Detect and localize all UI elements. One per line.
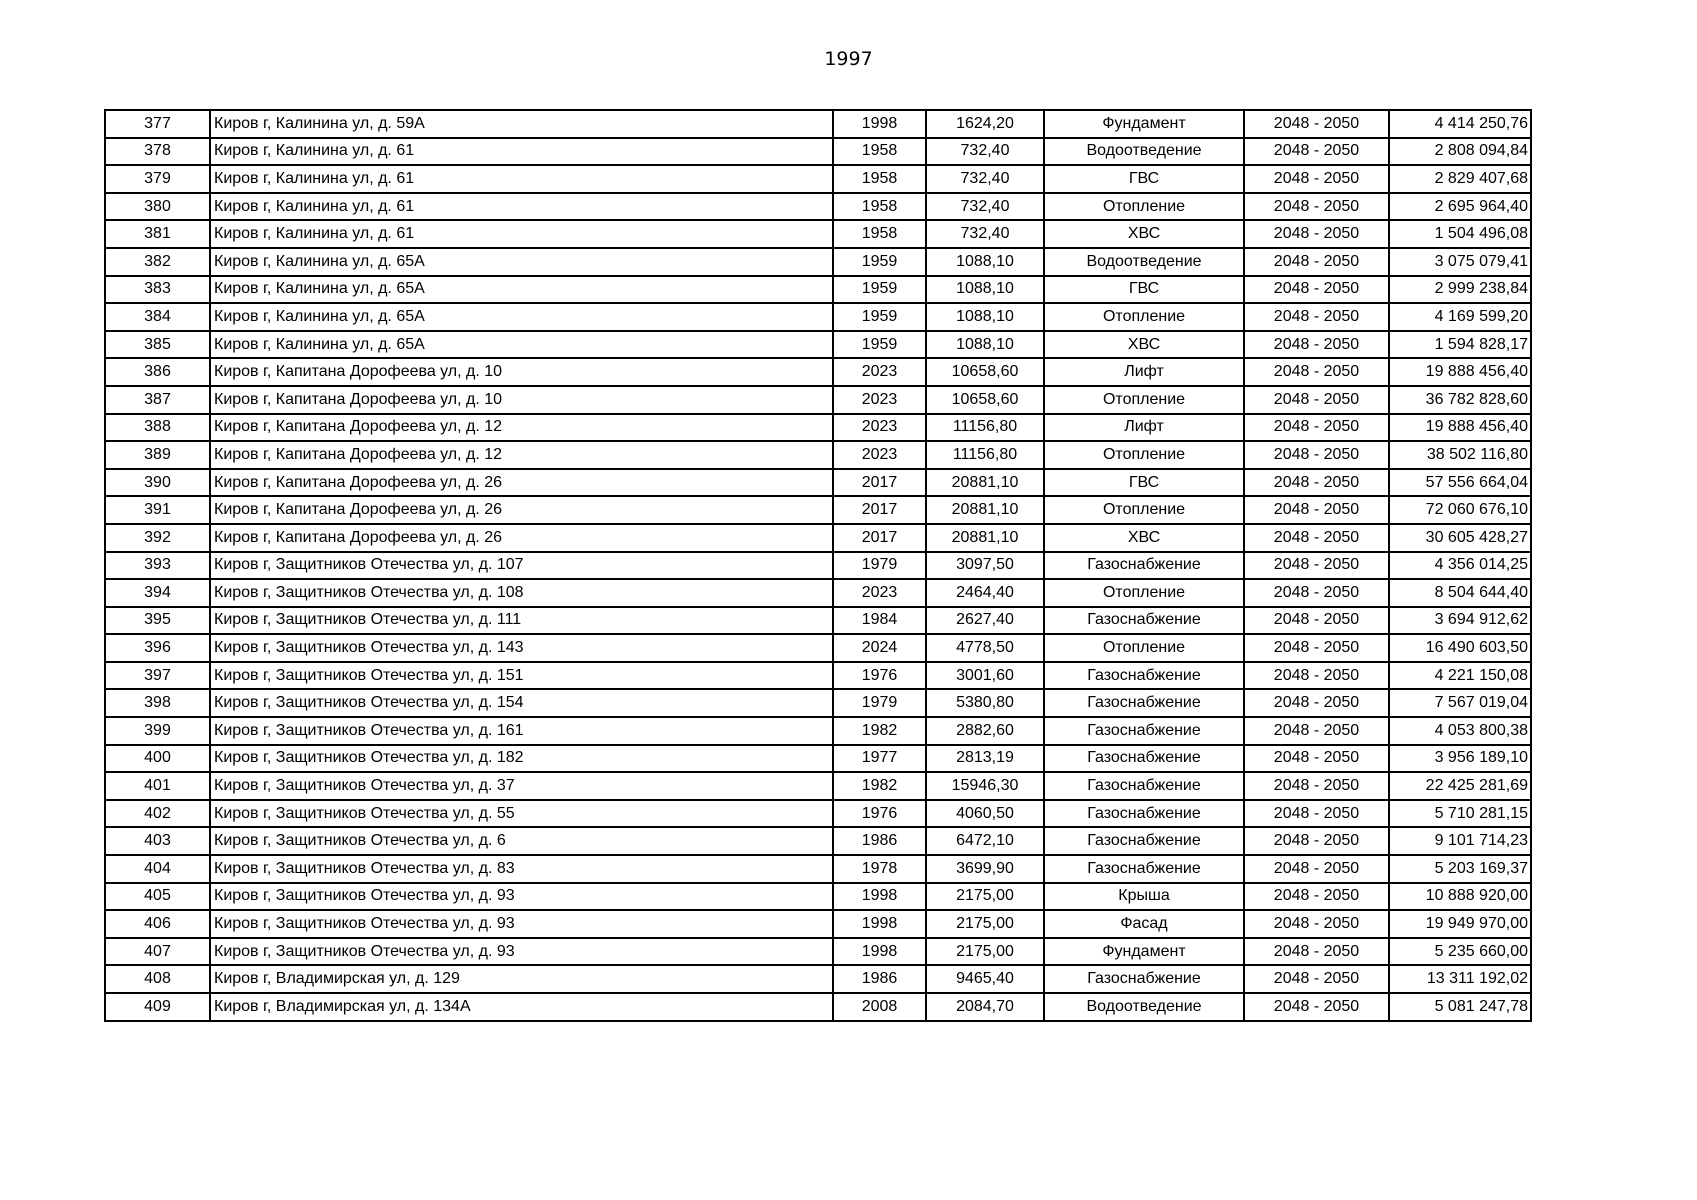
cost-cell: 5 710 281,15 bbox=[1389, 800, 1531, 828]
row-number-cell: 377 bbox=[105, 110, 210, 138]
table-row bbox=[105, 993, 1531, 1021]
period-cell: 2048 - 2050 bbox=[1244, 965, 1389, 993]
row-number-cell: 392 bbox=[105, 524, 210, 552]
cost-cell: 16 490 603,50 bbox=[1389, 634, 1531, 662]
address-cell: Киров г, Защитников Отечества ул, д. 182 bbox=[210, 745, 833, 773]
work-type-cell: Газоснабжение bbox=[1044, 717, 1244, 745]
table-row bbox=[105, 662, 1531, 690]
address-cell: Киров г, Защитников Отечества ул, д. 151 bbox=[210, 662, 833, 690]
year-cell: 1998 bbox=[833, 883, 926, 911]
year-cell: 1959 bbox=[833, 303, 926, 331]
row-number-cell: 380 bbox=[105, 193, 210, 221]
period-cell: 2048 - 2050 bbox=[1244, 772, 1389, 800]
work-type-cell: Отопление bbox=[1044, 496, 1244, 524]
work-type-cell: Газоснабжение bbox=[1044, 552, 1244, 580]
cost-cell: 3 075 079,41 bbox=[1389, 248, 1531, 276]
area-cell: 1088,10 bbox=[926, 248, 1044, 276]
period-cell: 2048 - 2050 bbox=[1244, 910, 1389, 938]
address-cell: Киров г, Защитников Отечества ул, д. 93 bbox=[210, 938, 833, 966]
period-cell: 2048 - 2050 bbox=[1244, 662, 1389, 690]
period-cell: 2048 - 2050 bbox=[1244, 220, 1389, 248]
address-cell: Киров г, Капитана Дорофеева ул, д. 12 bbox=[210, 414, 833, 442]
period-cell: 2048 - 2050 bbox=[1244, 248, 1389, 276]
area-cell: 732,40 bbox=[926, 138, 1044, 166]
work-type-cell: Крыша bbox=[1044, 883, 1244, 911]
area-cell: 4778,50 bbox=[926, 634, 1044, 662]
row-number-cell: 407 bbox=[105, 938, 210, 966]
period-cell: 2048 - 2050 bbox=[1244, 938, 1389, 966]
period-cell: 2048 - 2050 bbox=[1244, 524, 1389, 552]
table-row bbox=[105, 193, 1531, 221]
cost-cell: 36 782 828,60 bbox=[1389, 386, 1531, 414]
year-cell: 2023 bbox=[833, 386, 926, 414]
row-number-cell: 395 bbox=[105, 607, 210, 635]
period-cell: 2048 - 2050 bbox=[1244, 165, 1389, 193]
year-cell: 1998 bbox=[833, 110, 926, 138]
cost-cell: 1 594 828,17 bbox=[1389, 331, 1531, 359]
table-row bbox=[105, 138, 1531, 166]
address-cell: Киров г, Калинина ул, д. 61 bbox=[210, 193, 833, 221]
cost-cell: 10 888 920,00 bbox=[1389, 883, 1531, 911]
table-row bbox=[105, 607, 1531, 635]
address-cell: Киров г, Защитников Отечества ул, д. 108 bbox=[210, 579, 833, 607]
row-number-cell: 388 bbox=[105, 414, 210, 442]
row-number-cell: 396 bbox=[105, 634, 210, 662]
period-cell: 2048 - 2050 bbox=[1244, 386, 1389, 414]
address-cell: Киров г, Защитников Отечества ул, д. 93 bbox=[210, 910, 833, 938]
period-cell: 2048 - 2050 bbox=[1244, 634, 1389, 662]
address-cell: Киров г, Защитников Отечества ул, д. 107 bbox=[210, 552, 833, 580]
table-row bbox=[105, 496, 1531, 524]
cost-cell: 3 694 912,62 bbox=[1389, 607, 1531, 635]
period-cell: 2048 - 2050 bbox=[1244, 552, 1389, 580]
cost-cell: 4 053 800,38 bbox=[1389, 717, 1531, 745]
address-cell: Киров г, Владимирская ул, д. 134А bbox=[210, 993, 833, 1021]
cost-cell: 57 556 664,04 bbox=[1389, 469, 1531, 497]
row-number-cell: 394 bbox=[105, 579, 210, 607]
cost-cell: 7 567 019,04 bbox=[1389, 689, 1531, 717]
cost-cell: 3 956 189,10 bbox=[1389, 745, 1531, 773]
area-cell: 3699,90 bbox=[926, 855, 1044, 883]
area-cell: 732,40 bbox=[926, 165, 1044, 193]
year-cell: 1979 bbox=[833, 552, 926, 580]
period-cell: 2048 - 2050 bbox=[1244, 883, 1389, 911]
year-cell: 2017 bbox=[833, 496, 926, 524]
cost-cell: 4 356 014,25 bbox=[1389, 552, 1531, 580]
year-cell: 1984 bbox=[833, 607, 926, 635]
address-cell: Киров г, Капитана Дорофеева ул, д. 12 bbox=[210, 441, 833, 469]
row-number-cell: 383 bbox=[105, 276, 210, 304]
work-type-cell: Водоотведение bbox=[1044, 248, 1244, 276]
row-number-cell: 397 bbox=[105, 662, 210, 690]
area-cell: 20881,10 bbox=[926, 524, 1044, 552]
work-type-cell: Лифт bbox=[1044, 414, 1244, 442]
row-number-cell: 403 bbox=[105, 827, 210, 855]
year-cell: 2008 bbox=[833, 993, 926, 1021]
area-cell: 3097,50 bbox=[926, 552, 1044, 580]
year-cell: 1976 bbox=[833, 662, 926, 690]
year-cell: 2024 bbox=[833, 634, 926, 662]
period-cell: 2048 - 2050 bbox=[1244, 745, 1389, 773]
work-type-cell: Фасад bbox=[1044, 910, 1244, 938]
address-cell: Киров г, Капитана Дорофеева ул, д. 26 bbox=[210, 496, 833, 524]
table-row bbox=[105, 331, 1531, 359]
area-cell: 10658,60 bbox=[926, 358, 1044, 386]
year-cell: 1979 bbox=[833, 689, 926, 717]
area-cell: 2813,19 bbox=[926, 745, 1044, 773]
period-cell: 2048 - 2050 bbox=[1244, 607, 1389, 635]
period-cell: 2048 - 2050 bbox=[1244, 717, 1389, 745]
area-cell: 1088,10 bbox=[926, 276, 1044, 304]
table-row bbox=[105, 910, 1531, 938]
cost-cell: 2 808 094,84 bbox=[1389, 138, 1531, 166]
address-cell: Киров г, Защитников Отечества ул, д. 111 bbox=[210, 607, 833, 635]
address-cell: Киров г, Капитана Дорофеева ул, д. 10 bbox=[210, 358, 833, 386]
work-type-cell: Газоснабжение bbox=[1044, 745, 1244, 773]
row-number-cell: 399 bbox=[105, 717, 210, 745]
year-cell: 1958 bbox=[833, 220, 926, 248]
table-row bbox=[105, 303, 1531, 331]
table-row bbox=[105, 579, 1531, 607]
year-cell: 1958 bbox=[833, 165, 926, 193]
row-number-cell: 401 bbox=[105, 772, 210, 800]
cost-cell: 2 695 964,40 bbox=[1389, 193, 1531, 221]
work-type-cell: ГВС bbox=[1044, 276, 1244, 304]
work-type-cell: ГВС bbox=[1044, 469, 1244, 497]
period-cell: 2048 - 2050 bbox=[1244, 276, 1389, 304]
area-cell: 10658,60 bbox=[926, 386, 1044, 414]
row-number-cell: 391 bbox=[105, 496, 210, 524]
row-number-cell: 381 bbox=[105, 220, 210, 248]
area-cell: 2175,00 bbox=[926, 910, 1044, 938]
table-row bbox=[105, 414, 1531, 442]
year-cell: 2023 bbox=[833, 414, 926, 442]
period-cell: 2048 - 2050 bbox=[1244, 689, 1389, 717]
work-type-cell: Газоснабжение bbox=[1044, 662, 1244, 690]
work-type-cell: Газоснабжение bbox=[1044, 772, 1244, 800]
register-table bbox=[104, 109, 1532, 1022]
period-cell: 2048 - 2050 bbox=[1244, 855, 1389, 883]
address-cell: Киров г, Защитников Отечества ул, д. 55 bbox=[210, 800, 833, 828]
table-row bbox=[105, 110, 1531, 138]
period-cell: 2048 - 2050 bbox=[1244, 138, 1389, 166]
address-cell: Киров г, Калинина ул, д. 65А bbox=[210, 248, 833, 276]
work-type-cell: ХВС bbox=[1044, 331, 1244, 359]
cost-cell: 1 504 496,08 bbox=[1389, 220, 1531, 248]
row-number-cell: 390 bbox=[105, 469, 210, 497]
area-cell: 2084,70 bbox=[926, 993, 1044, 1021]
address-cell: Киров г, Калинина ул, д. 65А bbox=[210, 276, 833, 304]
year-cell: 1959 bbox=[833, 248, 926, 276]
cost-cell: 5 235 660,00 bbox=[1389, 938, 1531, 966]
period-cell: 2048 - 2050 bbox=[1244, 441, 1389, 469]
row-number-cell: 389 bbox=[105, 441, 210, 469]
cost-cell: 9 101 714,23 bbox=[1389, 827, 1531, 855]
row-number-cell: 378 bbox=[105, 138, 210, 166]
row-number-cell: 405 bbox=[105, 883, 210, 911]
area-cell: 15946,30 bbox=[926, 772, 1044, 800]
row-number-cell: 406 bbox=[105, 910, 210, 938]
address-cell: Киров г, Калинина ул, д. 61 bbox=[210, 138, 833, 166]
work-type-cell: Отопление bbox=[1044, 303, 1244, 331]
work-type-cell: Водоотведение bbox=[1044, 138, 1244, 166]
year-cell: 2023 bbox=[833, 358, 926, 386]
cost-cell: 4 169 599,20 bbox=[1389, 303, 1531, 331]
work-type-cell: Отопление bbox=[1044, 634, 1244, 662]
table-row bbox=[105, 386, 1531, 414]
cost-cell: 72 060 676,10 bbox=[1389, 496, 1531, 524]
area-cell: 1624,20 bbox=[926, 110, 1044, 138]
area-cell: 9465,40 bbox=[926, 965, 1044, 993]
area-cell: 1088,10 bbox=[926, 331, 1044, 359]
row-number-cell: 385 bbox=[105, 331, 210, 359]
year-cell: 1982 bbox=[833, 717, 926, 745]
year-cell: 1986 bbox=[833, 827, 926, 855]
table-row bbox=[105, 745, 1531, 773]
address-cell: Киров г, Защитников Отечества ул, д. 143 bbox=[210, 634, 833, 662]
table-row bbox=[105, 965, 1531, 993]
period-cell: 2048 - 2050 bbox=[1244, 993, 1389, 1021]
area-cell: 732,40 bbox=[926, 220, 1044, 248]
table-row bbox=[105, 883, 1531, 911]
year-cell: 1982 bbox=[833, 772, 926, 800]
year-cell: 1976 bbox=[833, 800, 926, 828]
area-cell: 2464,40 bbox=[926, 579, 1044, 607]
table-body bbox=[105, 110, 1531, 1021]
work-type-cell: Отопление bbox=[1044, 193, 1244, 221]
work-type-cell: Лифт bbox=[1044, 358, 1244, 386]
year-cell: 1978 bbox=[833, 855, 926, 883]
cost-cell: 30 605 428,27 bbox=[1389, 524, 1531, 552]
work-type-cell: Газоснабжение bbox=[1044, 607, 1244, 635]
address-cell: Киров г, Владимирская ул, д. 129 bbox=[210, 965, 833, 993]
cost-cell: 5 081 247,78 bbox=[1389, 993, 1531, 1021]
cost-cell: 5 203 169,37 bbox=[1389, 855, 1531, 883]
area-cell: 5380,80 bbox=[926, 689, 1044, 717]
address-cell: Киров г, Капитана Дорофеева ул, д. 26 bbox=[210, 524, 833, 552]
row-number-cell: 409 bbox=[105, 993, 210, 1021]
table-row bbox=[105, 689, 1531, 717]
period-cell: 2048 - 2050 bbox=[1244, 496, 1389, 524]
area-cell: 732,40 bbox=[926, 193, 1044, 221]
address-cell: Киров г, Калинина ул, д. 61 bbox=[210, 165, 833, 193]
area-cell: 11156,80 bbox=[926, 414, 1044, 442]
cost-cell: 19 888 456,40 bbox=[1389, 358, 1531, 386]
work-type-cell: Отопление bbox=[1044, 386, 1244, 414]
area-cell: 3001,60 bbox=[926, 662, 1044, 690]
period-cell: 2048 - 2050 bbox=[1244, 827, 1389, 855]
area-cell: 2175,00 bbox=[926, 883, 1044, 911]
address-cell: Киров г, Калинина ул, д. 59А bbox=[210, 110, 833, 138]
table-row bbox=[105, 165, 1531, 193]
table-row bbox=[105, 800, 1531, 828]
row-number-cell: 408 bbox=[105, 965, 210, 993]
year-cell: 1958 bbox=[833, 193, 926, 221]
work-type-cell: Газоснабжение bbox=[1044, 855, 1244, 883]
table-row bbox=[105, 717, 1531, 745]
year-cell: 1998 bbox=[833, 910, 926, 938]
area-cell: 2882,60 bbox=[926, 717, 1044, 745]
address-cell: Киров г, Защитников Отечества ул, д. 37 bbox=[210, 772, 833, 800]
area-cell: 4060,50 bbox=[926, 800, 1044, 828]
work-type-cell: ГВС bbox=[1044, 165, 1244, 193]
cost-cell: 13 311 192,02 bbox=[1389, 965, 1531, 993]
row-number-cell: 384 bbox=[105, 303, 210, 331]
address-cell: Киров г, Защитников Отечества ул, д. 6 bbox=[210, 827, 833, 855]
period-cell: 2048 - 2050 bbox=[1244, 469, 1389, 497]
address-cell: Киров г, Капитана Дорофеева ул, д. 10 bbox=[210, 386, 833, 414]
table-row bbox=[105, 276, 1531, 304]
area-cell: 20881,10 bbox=[926, 496, 1044, 524]
work-type-cell: Газоснабжение bbox=[1044, 827, 1244, 855]
area-cell: 6472,10 bbox=[926, 827, 1044, 855]
period-cell: 2048 - 2050 bbox=[1244, 800, 1389, 828]
cost-cell: 2 999 238,84 bbox=[1389, 276, 1531, 304]
row-number-cell: 382 bbox=[105, 248, 210, 276]
cost-cell: 19 888 456,40 bbox=[1389, 414, 1531, 442]
year-cell: 1958 bbox=[833, 138, 926, 166]
period-cell: 2048 - 2050 bbox=[1244, 414, 1389, 442]
work-type-cell: ХВС bbox=[1044, 220, 1244, 248]
area-cell: 2627,40 bbox=[926, 607, 1044, 635]
cost-cell: 22 425 281,69 bbox=[1389, 772, 1531, 800]
row-number-cell: 398 bbox=[105, 689, 210, 717]
year-cell: 1977 bbox=[833, 745, 926, 773]
period-cell: 2048 - 2050 bbox=[1244, 579, 1389, 607]
address-cell: Киров г, Калинина ул, д. 61 bbox=[210, 220, 833, 248]
address-cell: Киров г, Калинина ул, д. 65А bbox=[210, 331, 833, 359]
area-cell: 20881,10 bbox=[926, 469, 1044, 497]
work-type-cell: Отопление bbox=[1044, 441, 1244, 469]
work-type-cell: ХВС bbox=[1044, 524, 1244, 552]
year-cell: 1959 bbox=[833, 331, 926, 359]
row-number-cell: 379 bbox=[105, 165, 210, 193]
year-cell: 2017 bbox=[833, 524, 926, 552]
work-type-cell: Фундамент bbox=[1044, 938, 1244, 966]
page-number: 1997 bbox=[824, 48, 873, 70]
work-type-cell: Отопление bbox=[1044, 579, 1244, 607]
address-cell: Киров г, Капитана Дорофеева ул, д. 26 bbox=[210, 469, 833, 497]
cost-cell: 38 502 116,80 bbox=[1389, 441, 1531, 469]
address-cell: Киров г, Защитников Отечества ул, д. 154 bbox=[210, 689, 833, 717]
cost-cell: 2 829 407,68 bbox=[1389, 165, 1531, 193]
work-type-cell: Газоснабжение bbox=[1044, 800, 1244, 828]
table-row bbox=[105, 772, 1531, 800]
row-number-cell: 393 bbox=[105, 552, 210, 580]
year-cell: 1986 bbox=[833, 965, 926, 993]
row-number-cell: 387 bbox=[105, 386, 210, 414]
row-number-cell: 404 bbox=[105, 855, 210, 883]
table-row bbox=[105, 358, 1531, 386]
table-row bbox=[105, 634, 1531, 662]
period-cell: 2048 - 2050 bbox=[1244, 110, 1389, 138]
area-cell: 1088,10 bbox=[926, 303, 1044, 331]
table-row bbox=[105, 524, 1531, 552]
year-cell: 2023 bbox=[833, 441, 926, 469]
year-cell: 2017 bbox=[833, 469, 926, 497]
table-row bbox=[105, 469, 1531, 497]
work-type-cell: Газоснабжение bbox=[1044, 965, 1244, 993]
address-cell: Киров г, Калинина ул, д. 65А bbox=[210, 303, 833, 331]
work-type-cell: Водоотведение bbox=[1044, 993, 1244, 1021]
year-cell: 1959 bbox=[833, 276, 926, 304]
table-row bbox=[105, 248, 1531, 276]
work-type-cell: Фундамент bbox=[1044, 110, 1244, 138]
table-row bbox=[105, 855, 1531, 883]
cost-cell: 8 504 644,40 bbox=[1389, 579, 1531, 607]
area-cell: 2175,00 bbox=[926, 938, 1044, 966]
address-cell: Киров г, Защитников Отечества ул, д. 83 bbox=[210, 855, 833, 883]
year-cell: 2023 bbox=[833, 579, 926, 607]
table-row bbox=[105, 441, 1531, 469]
row-number-cell: 402 bbox=[105, 800, 210, 828]
year-cell: 1998 bbox=[833, 938, 926, 966]
period-cell: 2048 - 2050 bbox=[1244, 193, 1389, 221]
cost-cell: 19 949 970,00 bbox=[1389, 910, 1531, 938]
work-type-cell: Газоснабжение bbox=[1044, 689, 1244, 717]
address-cell: Киров г, Защитников Отечества ул, д. 161 bbox=[210, 717, 833, 745]
table-row bbox=[105, 827, 1531, 855]
table-row bbox=[105, 938, 1531, 966]
period-cell: 2048 - 2050 bbox=[1244, 331, 1389, 359]
cost-cell: 4 414 250,76 bbox=[1389, 110, 1531, 138]
table-row bbox=[105, 220, 1531, 248]
cost-cell: 4 221 150,08 bbox=[1389, 662, 1531, 690]
row-number-cell: 386 bbox=[105, 358, 210, 386]
area-cell: 11156,80 bbox=[926, 441, 1044, 469]
row-number-cell: 400 bbox=[105, 745, 210, 773]
address-cell: Киров г, Защитников Отечества ул, д. 93 bbox=[210, 883, 833, 911]
period-cell: 2048 - 2050 bbox=[1244, 358, 1389, 386]
period-cell: 2048 - 2050 bbox=[1244, 303, 1389, 331]
table-row bbox=[105, 552, 1531, 580]
